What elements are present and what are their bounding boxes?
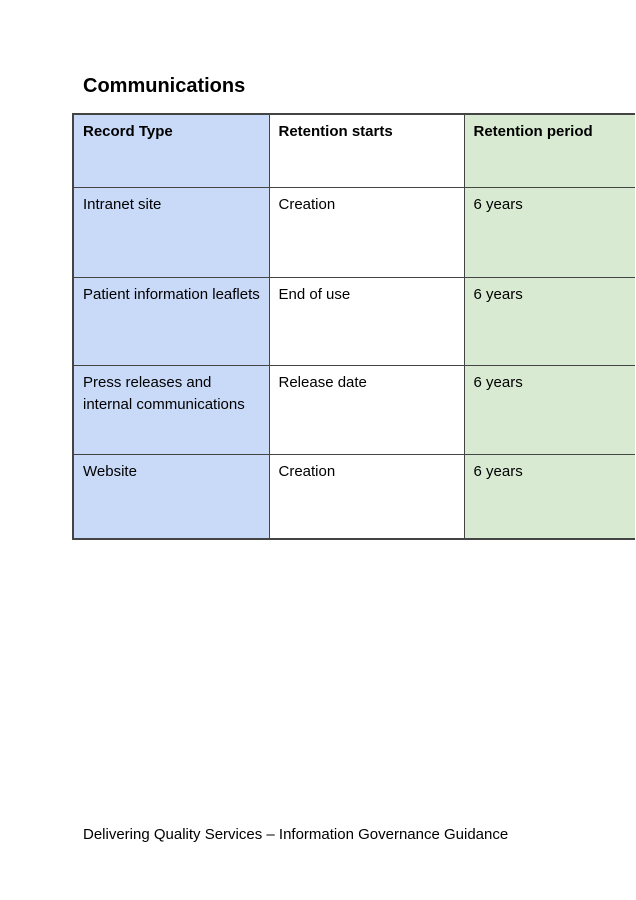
- cell-record-type: Patient information leaflets: [73, 277, 269, 365]
- cell-retention-period: 6 years: [464, 454, 635, 539]
- column-header-retention-starts: Retention starts: [269, 114, 464, 187]
- column-header-record-type: Record Type: [73, 114, 269, 187]
- table-row: [73, 187, 635, 277]
- cell-record-type: Intranet site: [73, 187, 269, 277]
- cell-retention-period: 6 years: [464, 187, 635, 277]
- cell-retention-period: 6 years: [464, 365, 635, 454]
- page-title: Communications: [83, 75, 246, 97]
- table-row: [73, 365, 635, 454]
- cell-retention-starts: End of use: [269, 277, 464, 365]
- cell-record-type: Website: [73, 454, 269, 539]
- table-header-row: [73, 114, 635, 187]
- cell-retention-starts: Creation: [269, 454, 464, 539]
- table-row: [73, 454, 635, 539]
- page-footer: Delivering Quality Services – Information Governance Guidance: [83, 826, 509, 843]
- retention-table: [72, 113, 635, 540]
- column-header-retention-period: Retention period: [464, 114, 635, 187]
- cell-retention-starts: Release date: [269, 365, 464, 454]
- retention-table-container: [72, 113, 635, 540]
- table-row: [73, 277, 635, 365]
- cell-retention-starts: Creation: [269, 187, 464, 277]
- cell-record-type: Press releases and internal communications: [73, 365, 269, 454]
- cell-retention-period: 6 years: [464, 277, 635, 365]
